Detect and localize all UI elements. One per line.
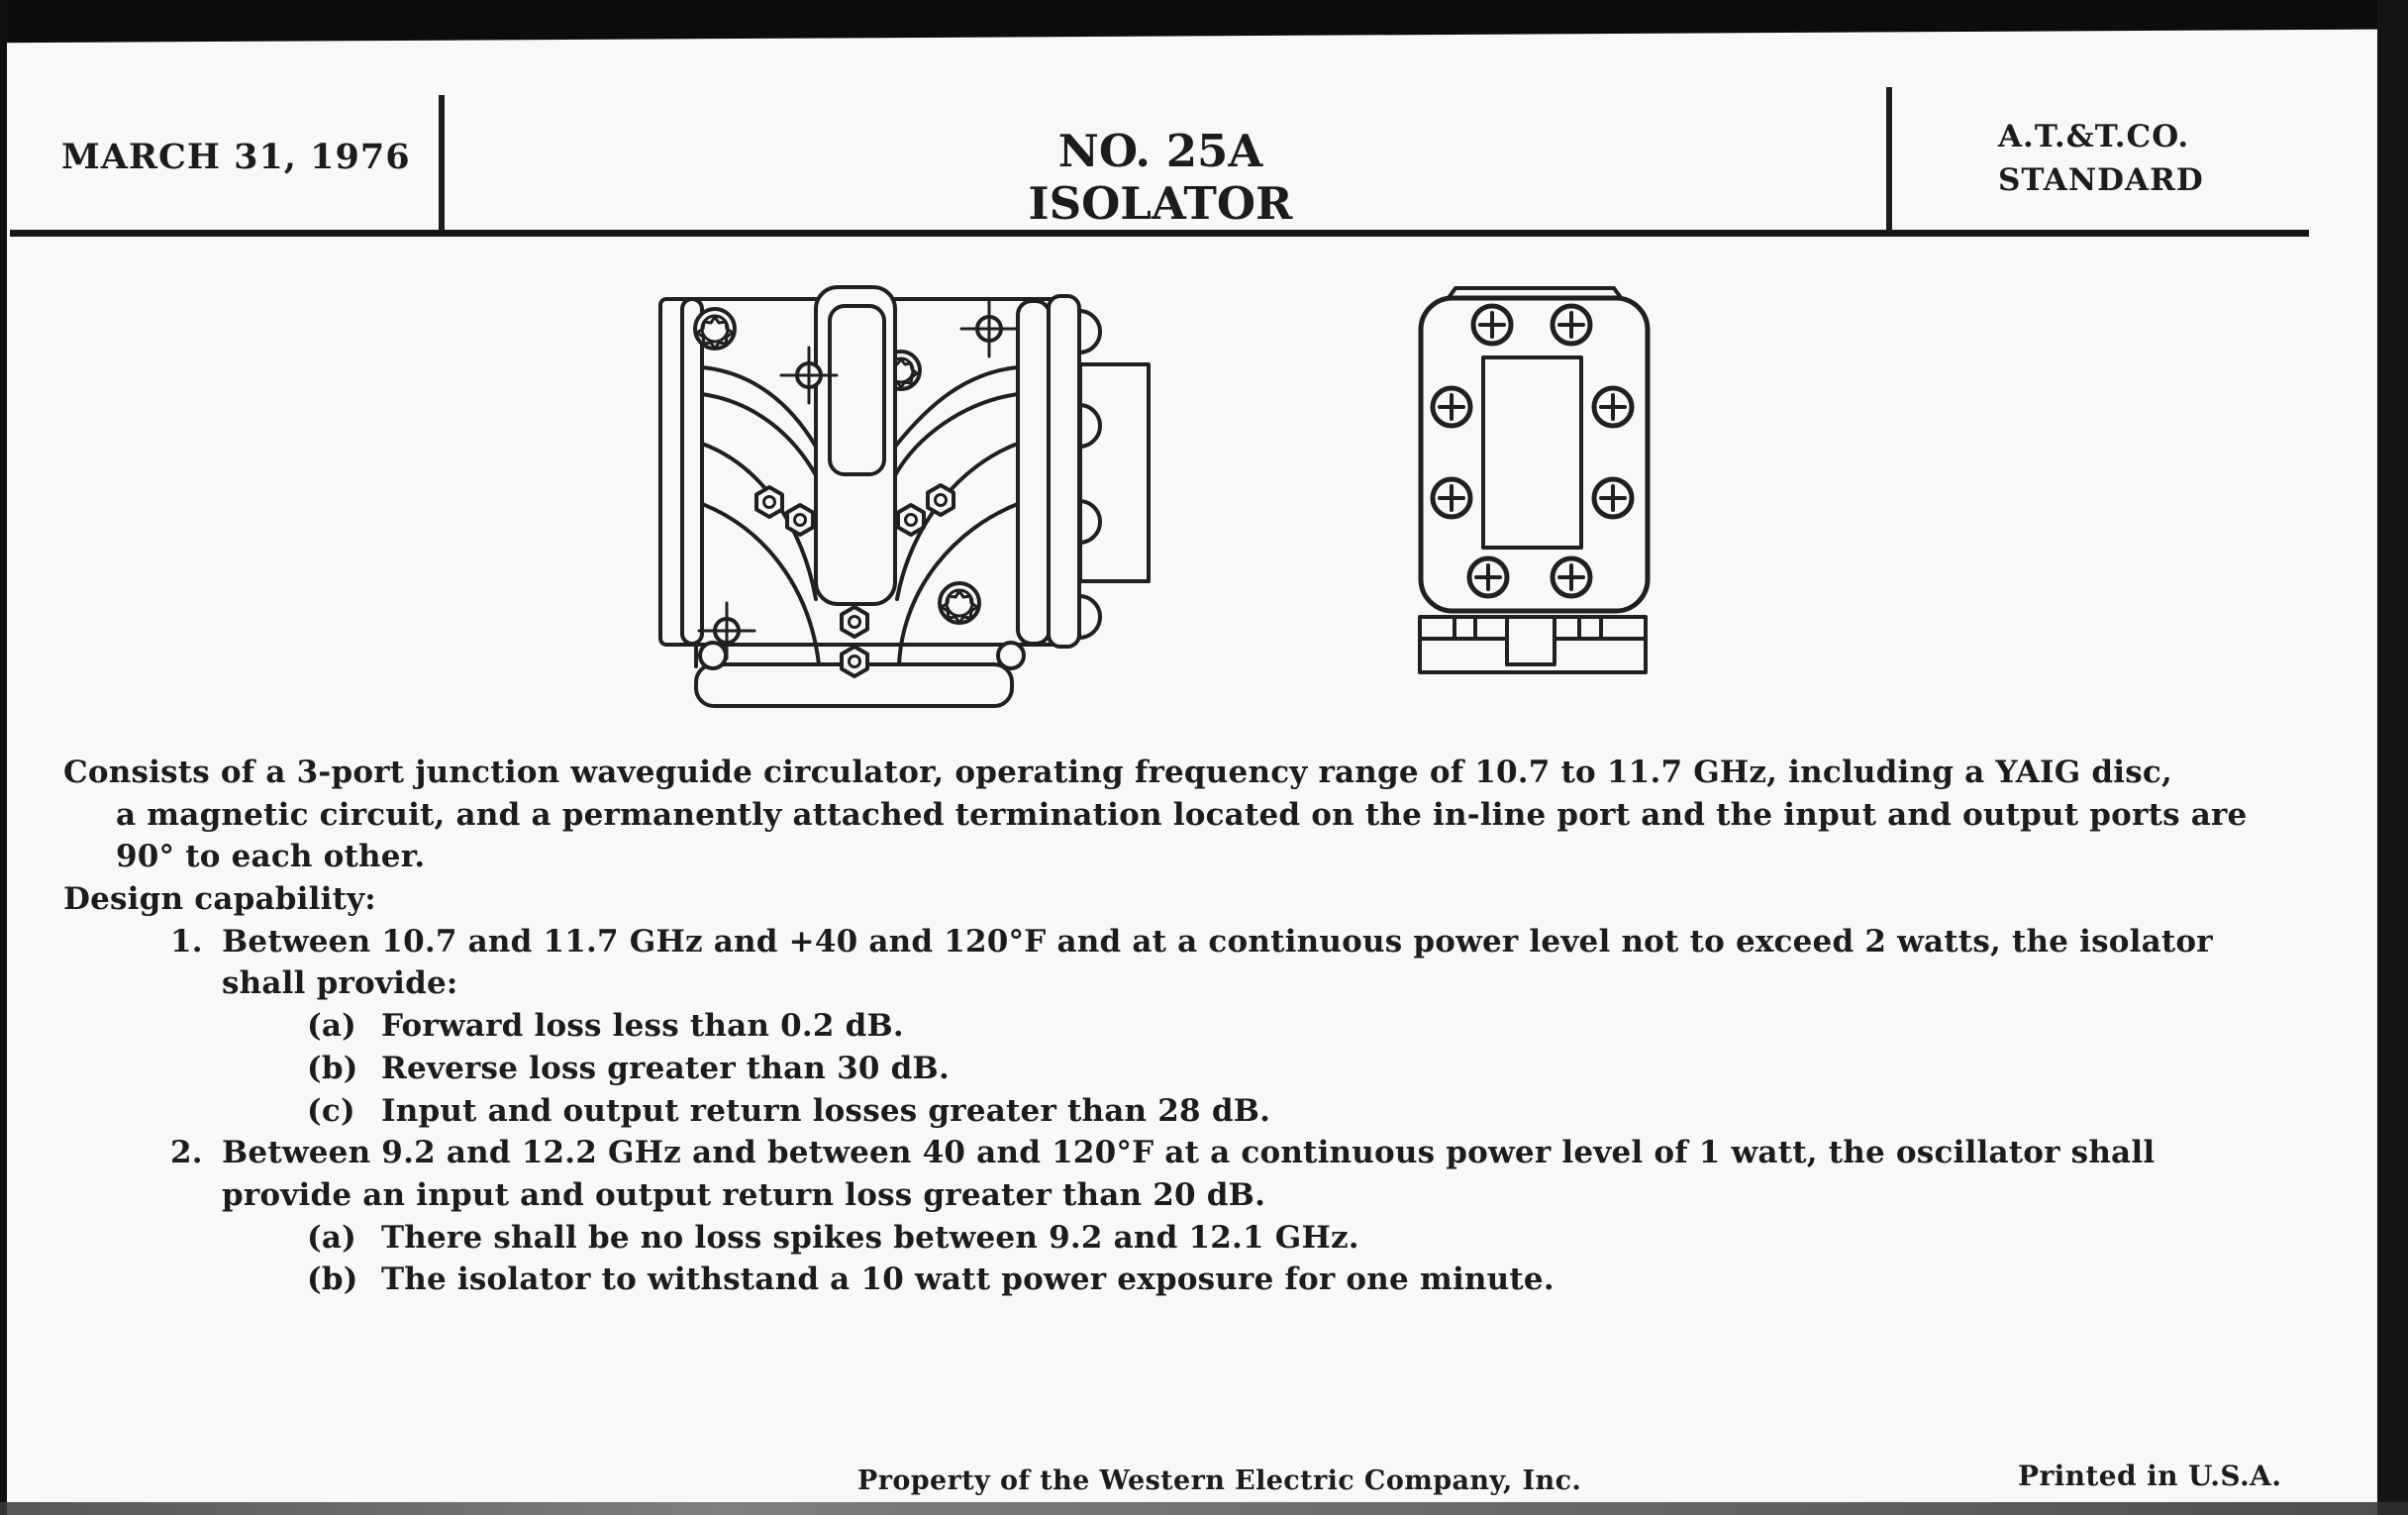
item-number: 2. (170, 1135, 203, 1171)
specification-text (63, 755, 2360, 1304)
cross-screw-icon (1433, 388, 1470, 426)
printed-in-notice: Printed in U.S.A. (2018, 1460, 2282, 1492)
spec-line: a magnetic circuit, and a permanently attached termination located on the in-line port and the input and output ports are (116, 796, 2248, 833)
spec-line: provide an input and output return loss greater than 20 dB. (222, 1176, 1266, 1213)
cross-screw-icon (1473, 306, 1511, 344)
corner-hole (700, 643, 726, 668)
spec-line: shall provide: (222, 965, 458, 1002)
header-divider-left (439, 95, 445, 234)
spec-subitem: (a) Forward loss less than 0.2 dB. (307, 1008, 904, 1045)
spec-item: 2. Between 9.2 and 12.2 GHz and between 40 and 120°F at a continuous power level of 1 watt, the oscillator shall (170, 1135, 2156, 1171)
scan-edge-bottom (0, 1502, 2408, 1515)
scan-edge-left (0, 0, 7, 1515)
crosshair-screw-icon (961, 301, 1017, 356)
spec-item: 1. Between 10.7 and 11.7 GHz and +40 and 120°F and at a continuous power level not to exceed 2 watts, the isolator (170, 923, 2213, 960)
document-date: MARCH 31, 1976 (61, 137, 411, 177)
header-rule (10, 230, 2309, 237)
isolator-assembly-top-view-drawing (653, 280, 1193, 708)
subitem-label: (a) (307, 1219, 357, 1256)
spec-subitem: (b) Reverse loss greater than 30 dB. (307, 1050, 950, 1086)
hex-nut-icon (898, 505, 924, 535)
property-notice: Property of the Western Electric Company, Inc. (857, 1465, 1582, 1496)
right-flange (1049, 296, 1149, 647)
spec-subitem: (c) Input and output return losses greater than 28 dB. (307, 1092, 1271, 1129)
mounting-bracket (1420, 617, 1646, 672)
corner-hole (998, 643, 1024, 668)
cross-screw-icon (1553, 306, 1590, 344)
cross-screw-icon (1469, 558, 1507, 596)
scan-edge-top (0, 0, 2408, 46)
hex-nut-icon (756, 487, 782, 517)
org-line2: STANDARD (1998, 162, 2204, 198)
page-title: NO. 25A ISOLATOR (1028, 125, 1293, 230)
hex-nut-icon (928, 485, 953, 515)
flange-body (1421, 298, 1648, 611)
spec-subitem: (b) The isolator to withstand a 10 watt power exposure for one minute. (307, 1262, 1555, 1298)
item-number: 1. (170, 923, 203, 960)
isolator-flange-end-view-drawing (1418, 283, 1677, 683)
cross-screw-icon (1553, 558, 1590, 596)
cross-screw-icon (1594, 479, 1632, 517)
torx-screw-icon (940, 583, 979, 623)
header-divider-right (1886, 87, 1892, 232)
subitem-label: (c) (307, 1092, 355, 1129)
cross-screw-icon (1433, 479, 1470, 517)
subitem-label: (b) (307, 1262, 358, 1298)
hex-nut-icon (842, 647, 867, 676)
spec-subitem: (a) There shall be no loss spikes between 9.2 and 12.1 GHz. (307, 1219, 1359, 1256)
subitem-label: (a) (307, 1008, 357, 1045)
hex-nut-icon (842, 607, 867, 637)
center-slot (816, 287, 895, 604)
cross-screw-icon (1594, 388, 1632, 426)
org-standard-label (1998, 115, 2204, 202)
spec-line: Consists of a 3-port junction waveguide circulator, operating frequency range of 10.7 to 11.7 GHz, including a YAIG disc, (63, 755, 2172, 790)
hex-nut-icon (787, 505, 813, 535)
org-line1: A.T.&T.CO. (1998, 119, 2190, 154)
scan-edge-right (2377, 0, 2408, 1515)
spec-line: 90° to each other. (116, 839, 426, 875)
subitem-label: (b) (307, 1050, 358, 1086)
torx-screw-icon (695, 309, 735, 349)
spec-heading: Design capability: (63, 881, 376, 918)
